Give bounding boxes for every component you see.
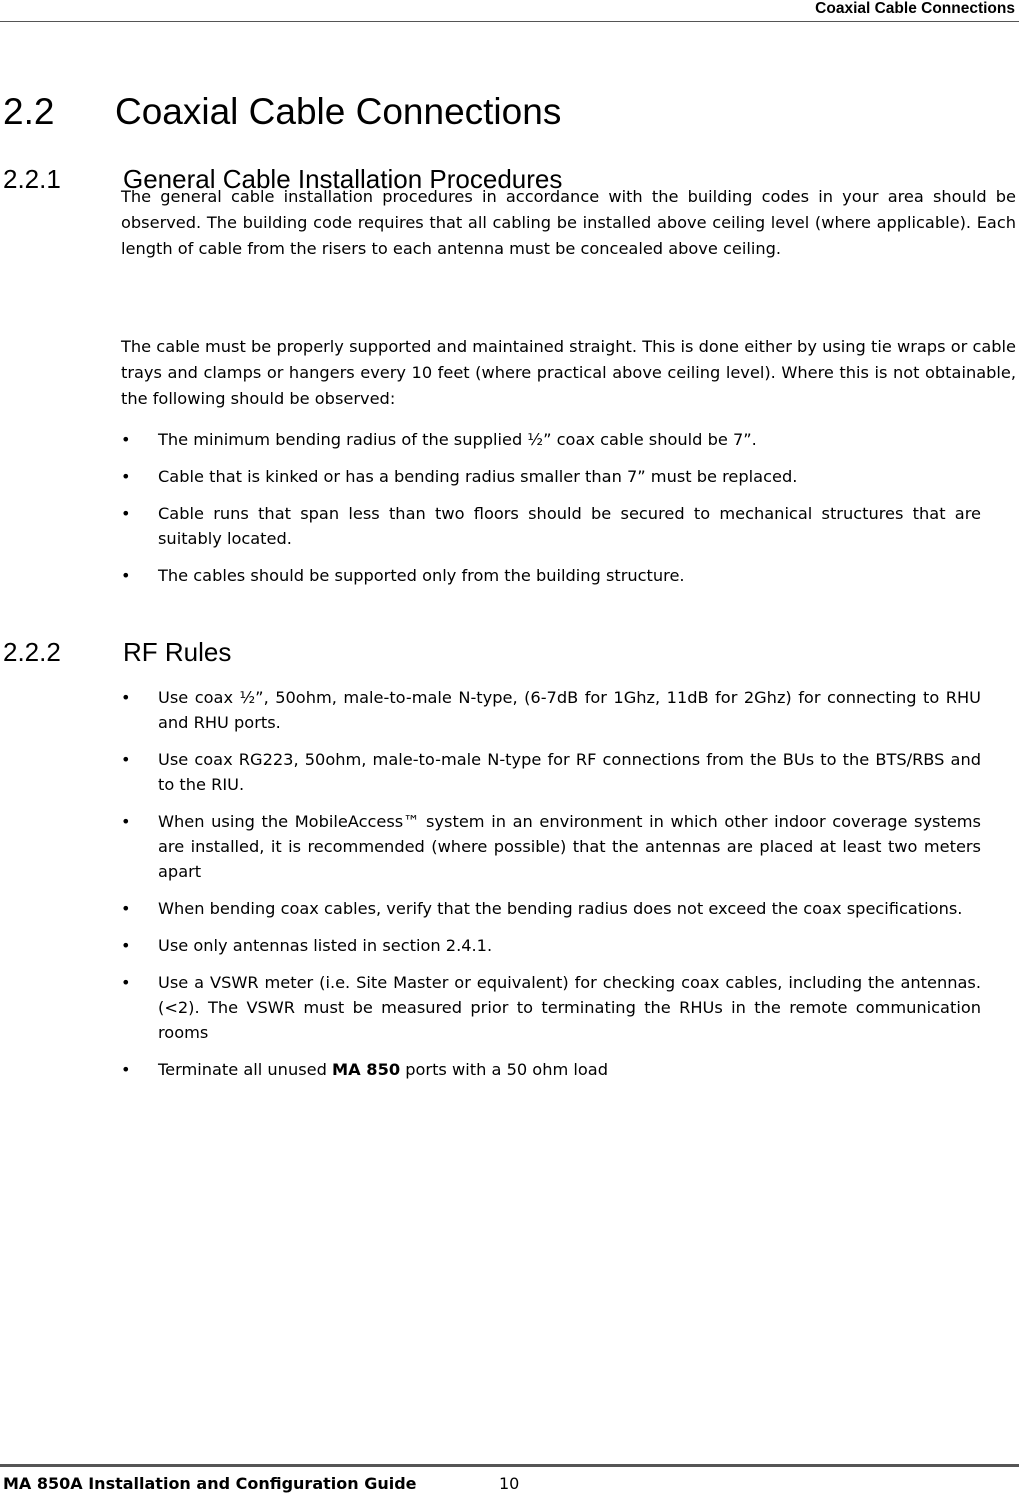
rf-rules-list xyxy=(121,685,981,1094)
bullet-icon: • xyxy=(121,750,131,769)
bullet-icon: • xyxy=(121,430,131,449)
list-item xyxy=(121,747,981,797)
list-item xyxy=(121,685,981,735)
footer-title: MA 850A Installation and Configuration Guide xyxy=(3,1474,417,1493)
cable-rules-list xyxy=(121,427,981,600)
list-item xyxy=(121,464,981,489)
paragraph-building-codes: The general cable installation procedures in accordance with the building codes in your area should be observed. The building code requires that all cabling be installed above ceiling level (where applicable). Each length of cable from the risers to each antenna must be concealed above ceiling. xyxy=(121,187,1016,258)
list-item-text: Use only antennas listed in section 2.4.1. xyxy=(158,936,493,955)
bullet-icon: • xyxy=(121,899,131,918)
page-number: 10 xyxy=(499,1474,520,1493)
product-name: MA 850 xyxy=(332,1060,401,1079)
bullet-icon: • xyxy=(121,973,131,992)
bullet-icon: • xyxy=(121,504,131,523)
footer-rule xyxy=(0,1464,1019,1467)
bullet-icon: • xyxy=(121,467,131,486)
list-item xyxy=(121,501,981,551)
list-item xyxy=(121,809,981,884)
header-rule xyxy=(0,21,1019,22)
list-item-text: When using the MobileAccess™ system in an environment in which other indoor coverage systems are installed, it is recommended (where possible) that the antennas are placed at least two meters apart xyxy=(158,812,981,881)
running-header: Coaxial Cable Connections xyxy=(815,0,1015,17)
list-item-text: The cables should be supported only from the building structure. xyxy=(158,566,685,585)
list-item xyxy=(121,563,981,588)
list-item-text: Use coax RG223, 50ohm, male-to-male N-type for RF connections from the BUs to the BTS/RBS and to the RIU. xyxy=(158,750,981,794)
bullet-icon: • xyxy=(121,566,131,585)
list-item-text-suffix: ports with a 50 ohm load xyxy=(405,1060,608,1079)
list-item-text: When bending coax cables, verify that the bending radius does not exceed the coax specifications. xyxy=(158,899,963,918)
subsection-title: General Cable Installation Procedures xyxy=(123,164,563,194)
list-item-text-prefix: Terminate all unused xyxy=(158,1060,327,1079)
list-item xyxy=(121,896,981,921)
section-heading xyxy=(3,90,561,134)
subsection-title: RF Rules xyxy=(123,637,232,667)
paragraph-cable-support: The cable must be properly supported and maintained straight. This is done either by using tie wraps or cable trays and clamps or hangers every 10 feet (where practical above ceiling level). Where this is not obtainable, the following should be observed: xyxy=(121,337,1016,408)
subsection-number: 2.2.2 xyxy=(3,637,61,667)
bullet-icon: • xyxy=(121,812,131,831)
section-title: Coaxial Cable Connections xyxy=(115,91,562,132)
list-item-text: Use a VSWR meter (i.e. Site Master or equivalent) for checking coax cables, including the antennas. (<2). The VSWR must be measured prior to terminating the RHUs in the remote communication rooms xyxy=(158,973,981,1042)
bullet-icon: • xyxy=(121,688,131,707)
list-item xyxy=(121,427,981,452)
list-item-text: Cable runs that span less than two floors should be secured to mechanical structures that are suitably located. xyxy=(158,504,981,548)
list-item-text: The minimum bending radius of the supplied ½” coax cable should be 7”. xyxy=(158,430,757,449)
list-item xyxy=(121,970,981,1045)
section-number: 2.2 xyxy=(3,91,55,132)
list-item xyxy=(121,933,981,958)
bullet-icon: • xyxy=(121,1060,131,1079)
subsection-heading-rf-rules xyxy=(3,637,231,667)
bullet-icon: • xyxy=(121,936,131,955)
subsection-number: 2.2.1 xyxy=(3,164,61,194)
list-item xyxy=(121,1057,981,1082)
list-item-text: Use coax ½”, 50ohm, male-to-male N-type, (6-7dB for 1Ghz, 11dB for 2Ghz) for connecting to RHU and RHU ports. xyxy=(158,688,981,732)
list-item-text: Cable that is kinked or has a bending radius smaller than 7” must be replaced. xyxy=(158,467,798,486)
